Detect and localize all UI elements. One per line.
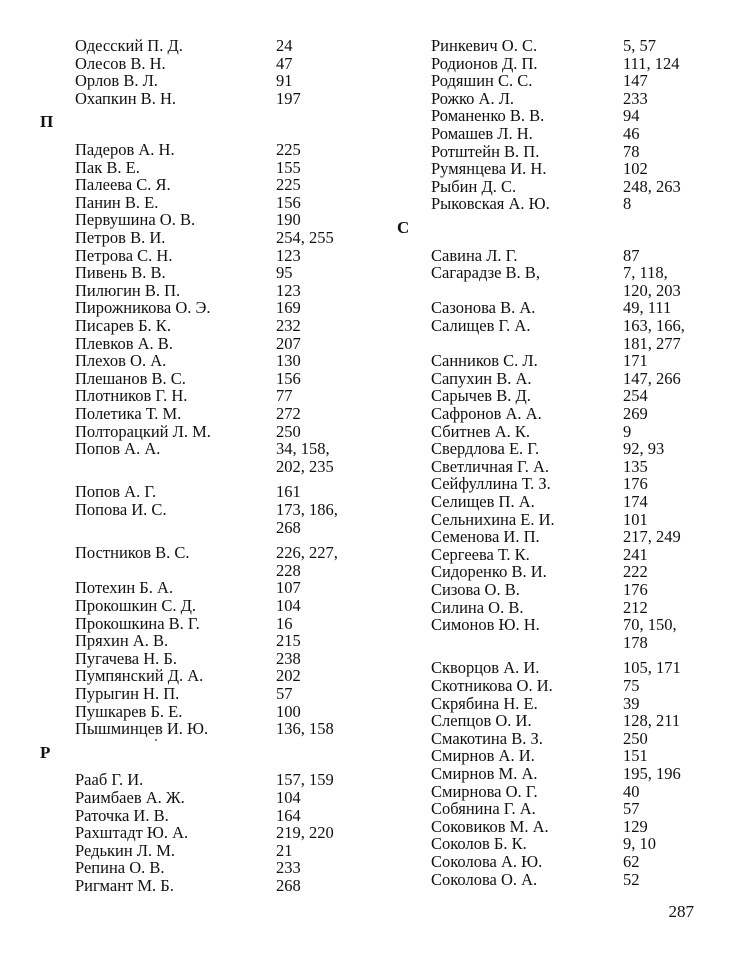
page-refs: 9, 10 bbox=[623, 834, 656, 854]
index-entry bbox=[390, 299, 734, 317]
author-name: Полторацкий Л. М. bbox=[75, 421, 211, 441]
author-name: Сидоренко В. И. bbox=[431, 562, 547, 582]
index-entry bbox=[390, 677, 734, 695]
index-entry bbox=[0, 842, 330, 860]
author-name: Пугачева Н. Б. bbox=[75, 648, 178, 668]
page-refs: 268 bbox=[276, 876, 301, 895]
page-refs: 195, 196 bbox=[623, 764, 681, 783]
page-refs: 62 bbox=[623, 852, 640, 871]
author-name: Селищев П. А. bbox=[431, 492, 535, 511]
author-name: Рыбин Д. С. bbox=[431, 176, 517, 196]
author-name: Сазонова В. А. bbox=[431, 298, 536, 318]
index-entry bbox=[390, 107, 734, 125]
page-refs: 101 bbox=[623, 509, 648, 529]
page-refs: 233 bbox=[623, 88, 648, 108]
author-name: Панин В. Е. bbox=[75, 192, 159, 212]
index-entry bbox=[390, 563, 734, 581]
author-name: Пряхин А. В. bbox=[75, 631, 169, 651]
index-entry bbox=[0, 317, 330, 335]
page-refs: 77 bbox=[276, 386, 293, 406]
author-name: Палеева С. Я. bbox=[75, 175, 171, 195]
page-refs: 178 bbox=[623, 632, 648, 652]
author-name: Попов А. Г. bbox=[75, 482, 157, 502]
page-refs: 24 bbox=[276, 36, 293, 55]
page-refs: 104 bbox=[276, 788, 301, 807]
page-refs: 147, 266 bbox=[623, 368, 681, 388]
author-name: Родионов Д. П. bbox=[431, 53, 538, 73]
page-refs: 91 bbox=[276, 71, 293, 91]
page-refs: 171 bbox=[623, 351, 648, 371]
index-entry bbox=[390, 581, 734, 599]
index-entry bbox=[390, 247, 734, 265]
section-letter: С bbox=[397, 218, 410, 237]
author-name: Силина О. В. bbox=[431, 597, 524, 617]
page-refs: 254, 255 bbox=[276, 228, 334, 247]
page-refs: 46 bbox=[623, 124, 640, 143]
author-name: Орлов В. Л. bbox=[75, 71, 158, 91]
index-entry bbox=[0, 543, 338, 580]
page-refs: 155 bbox=[276, 157, 301, 177]
index-entry bbox=[390, 143, 734, 161]
author-name: Санников С. Л. bbox=[431, 351, 538, 371]
page-refs: 70, 150, bbox=[623, 615, 677, 635]
index-entry bbox=[0, 823, 334, 843]
index-entry bbox=[0, 579, 330, 597]
index-entry bbox=[390, 125, 734, 143]
page-refs: 9 bbox=[623, 421, 632, 441]
page-refs: 151 bbox=[623, 746, 648, 766]
index-entry bbox=[390, 405, 734, 423]
page-refs: 169 bbox=[276, 298, 301, 318]
author-name: Охапкин В. Н. bbox=[75, 88, 176, 108]
index-entry bbox=[390, 659, 734, 677]
page-refs: 217, 249 bbox=[623, 527, 681, 547]
author-name: Соковиков М. А. bbox=[431, 816, 549, 836]
page-refs: 21 bbox=[276, 840, 293, 860]
index-entry bbox=[390, 370, 734, 388]
page-refs: 176 bbox=[623, 474, 648, 494]
author-name: Смирнов А. И. bbox=[431, 746, 535, 766]
author-name: Пурыгин Н. П. bbox=[75, 684, 180, 703]
index-entry bbox=[0, 807, 330, 825]
page-refs: 129 bbox=[623, 816, 648, 836]
index-entry bbox=[390, 37, 734, 55]
index-entry bbox=[0, 141, 330, 159]
index-entry bbox=[0, 352, 330, 370]
page-refs: 111, 124 bbox=[623, 53, 680, 73]
page-refs: 272 bbox=[276, 404, 301, 423]
author-name: Семенова И. П. bbox=[431, 527, 540, 547]
page-refs: 136, 158 bbox=[276, 719, 334, 739]
page-refs: 250 bbox=[623, 728, 648, 748]
author-name: Репина О. В. bbox=[75, 858, 165, 878]
index-entry bbox=[0, 37, 330, 55]
page-refs: 57 bbox=[623, 799, 640, 819]
page-refs: 157, 159 bbox=[276, 770, 334, 790]
index-entry bbox=[0, 423, 330, 441]
index-entry bbox=[0, 211, 330, 229]
author-name: Свердлова Е. Г. bbox=[431, 439, 540, 459]
index-entry bbox=[390, 712, 734, 730]
author-name: Сагарадзе В. В, bbox=[431, 263, 540, 283]
page-refs: 222 bbox=[623, 562, 648, 582]
index-entry bbox=[0, 194, 330, 212]
section-letter: Р bbox=[40, 742, 51, 762]
page-refs: 233 bbox=[276, 858, 301, 878]
index-entry bbox=[390, 546, 734, 564]
index-entry bbox=[390, 493, 734, 511]
page-refs: 128, 211 bbox=[623, 711, 681, 731]
author-name: Сарычев В. Д. bbox=[431, 386, 531, 406]
index-entry bbox=[0, 335, 330, 353]
page-refs: 16 bbox=[276, 613, 293, 633]
page-refs: 34, 158, bbox=[276, 439, 330, 459]
index-entry bbox=[0, 299, 330, 317]
index-entry bbox=[0, 615, 330, 633]
page-refs: 40 bbox=[623, 781, 640, 801]
author-name: Писарев Б. К. bbox=[75, 316, 171, 335]
page-refs: 92, 93 bbox=[623, 439, 665, 459]
author-name: Плевков А. В. bbox=[75, 333, 173, 353]
page-refs: 100 bbox=[276, 701, 301, 721]
page-refs: 250 bbox=[276, 421, 301, 441]
index-entry bbox=[0, 597, 330, 615]
author-name: Сафронов А. А. bbox=[431, 404, 542, 423]
author-name: Сергеева Т. К. bbox=[431, 544, 530, 564]
index-entry bbox=[0, 703, 330, 721]
index-entry bbox=[390, 528, 734, 546]
index-entry bbox=[0, 789, 330, 807]
index-entry bbox=[390, 423, 734, 441]
page-refs: 176 bbox=[623, 580, 648, 599]
author-name: Попова И. С. bbox=[75, 500, 167, 519]
author-name: Романенко В. В. bbox=[431, 106, 545, 126]
index-entry bbox=[0, 72, 330, 90]
author-name: Рожко А. Л. bbox=[431, 88, 515, 108]
index-entry bbox=[0, 282, 330, 300]
author-name: Пышминцев И. Ю. bbox=[75, 719, 209, 739]
author-name: Рахштадт Ю. А. bbox=[75, 823, 189, 843]
index-entry bbox=[0, 667, 330, 685]
index-entry bbox=[0, 405, 330, 423]
page-refs: 95 bbox=[276, 263, 293, 283]
author-name: Петрова С. Н. bbox=[75, 245, 173, 265]
page-refs: 78 bbox=[623, 141, 640, 161]
index-entry bbox=[0, 176, 330, 194]
author-name: Попов А. А. bbox=[75, 439, 161, 459]
index-entry bbox=[390, 90, 734, 108]
author-name: Сизова О. В. bbox=[431, 580, 520, 599]
author-name: Скрябина Н. Е. bbox=[431, 693, 538, 713]
author-name: Раточка И. В. bbox=[75, 805, 169, 825]
author-name: Пумпянский Д. А. bbox=[75, 666, 204, 686]
page-refs: 135 bbox=[623, 456, 648, 476]
author-name: Постников В. С. bbox=[75, 543, 190, 563]
page-refs: 174 bbox=[623, 492, 648, 511]
page-refs: 8 bbox=[623, 194, 632, 214]
page-refs: 173, 186, bbox=[276, 500, 338, 519]
author-name: Раимбаев А. Ж. bbox=[75, 788, 185, 807]
page-refs: 5, 57 bbox=[623, 36, 656, 55]
index-entry bbox=[390, 352, 734, 370]
author-name: Сапухин В. А. bbox=[431, 368, 532, 388]
page-refs: 212 bbox=[623, 597, 648, 617]
author-name: Прокошкин С. Д. bbox=[75, 596, 196, 615]
page-refs: 123 bbox=[276, 280, 301, 300]
author-name: Петров В. И. bbox=[75, 228, 166, 247]
page-refs: 47 bbox=[276, 53, 293, 73]
author-name: Сбитнев А. К. bbox=[431, 421, 531, 441]
page-refs: 87 bbox=[623, 245, 640, 265]
page-number: 287 bbox=[668, 902, 694, 921]
page-refs: 215 bbox=[276, 631, 301, 651]
author-name: Светличная Г. А. bbox=[431, 456, 550, 476]
author-name: Ромашев Л. Н. bbox=[431, 124, 533, 143]
author-name: Падеров А. Н. bbox=[75, 140, 175, 159]
index-entry bbox=[0, 719, 334, 739]
page-refs: 52 bbox=[623, 869, 640, 889]
index-entry bbox=[390, 695, 734, 713]
author-name: Савина Л. Г. bbox=[431, 245, 518, 265]
page-refs: 238 bbox=[276, 648, 301, 668]
index-entry bbox=[390, 316, 734, 353]
page-refs: 202 bbox=[276, 666, 301, 686]
index-entry bbox=[390, 835, 734, 853]
page-refs: 163, 166, bbox=[623, 316, 685, 335]
page-refs: 94 bbox=[623, 106, 640, 126]
index-entry bbox=[390, 178, 734, 196]
author-name: Плешанов В. С. bbox=[75, 368, 186, 388]
author-name: Прокошкина В. Г. bbox=[75, 613, 200, 633]
page-refs: 225 bbox=[276, 140, 301, 159]
author-name: Смирнова О. Г. bbox=[431, 781, 538, 801]
print-speck bbox=[155, 739, 157, 741]
index-entry bbox=[390, 440, 734, 458]
index-entry bbox=[390, 458, 734, 476]
page-refs: 268 bbox=[276, 517, 301, 537]
page-refs: 49, 111 bbox=[623, 298, 672, 318]
page-refs: 39 bbox=[623, 693, 640, 713]
author-name: Симонов Ю. Н. bbox=[431, 615, 540, 635]
author-name: Соколова О. А. bbox=[431, 869, 538, 889]
page-refs: 219, 220 bbox=[276, 823, 334, 843]
author-name: Рааб Г. И. bbox=[75, 770, 144, 790]
index-entry bbox=[390, 475, 734, 493]
index-entry bbox=[0, 650, 330, 668]
page-refs: 107 bbox=[276, 578, 301, 598]
author-name: Родяшин С. С. bbox=[431, 71, 533, 91]
index-entry bbox=[0, 632, 330, 650]
page-refs: 248, 263 bbox=[623, 176, 681, 196]
page-refs: 161 bbox=[276, 482, 301, 502]
page-refs: 147 bbox=[623, 71, 648, 91]
page-refs: 269 bbox=[623, 404, 648, 423]
author-name: Ринкевич О. С. bbox=[431, 36, 538, 55]
index-entry bbox=[390, 871, 734, 889]
author-name: Пак В. Е. bbox=[75, 157, 140, 177]
index-entry bbox=[0, 859, 330, 877]
index-entry bbox=[390, 263, 734, 300]
author-name: Сейфуллина Т. З. bbox=[431, 474, 551, 494]
author-name: Салищев Г. А. bbox=[431, 316, 531, 335]
index-entry bbox=[390, 818, 734, 836]
index-entry bbox=[0, 770, 334, 790]
index-entry bbox=[0, 483, 330, 501]
page-refs: 181, 277 bbox=[623, 333, 681, 353]
page-refs: 7, 118, bbox=[623, 263, 668, 283]
page-refs: 156 bbox=[276, 192, 301, 212]
index-entry bbox=[390, 747, 734, 765]
index-entry bbox=[0, 439, 334, 476]
index-entry bbox=[0, 387, 330, 405]
page-refs: 123 bbox=[276, 245, 301, 265]
author-name: Плехов О. А. bbox=[75, 351, 167, 371]
page-refs: 207 bbox=[276, 333, 301, 353]
page-refs: 228 bbox=[276, 560, 301, 580]
author-name: Рыковская А. Ю. bbox=[431, 194, 550, 214]
page-refs: 104 bbox=[276, 596, 301, 615]
index-entry bbox=[390, 615, 734, 652]
author-name: Пилюгин В. П. bbox=[75, 280, 181, 300]
author-name: Пирожникова О. Э. bbox=[75, 298, 211, 318]
author-name: Первушина О. В. bbox=[75, 210, 196, 230]
page-refs: 241 bbox=[623, 544, 648, 564]
page-refs: 164 bbox=[276, 805, 301, 825]
index-entry bbox=[390, 511, 734, 529]
author-name: Пушкарев Б. Е. bbox=[75, 701, 183, 721]
author-name: Скворцов А. И. bbox=[431, 658, 540, 678]
index-entry bbox=[390, 55, 734, 73]
index-entry bbox=[390, 783, 734, 801]
author-name: Румянцева И. Н. bbox=[431, 159, 547, 179]
index-entry bbox=[0, 55, 330, 73]
index-entry bbox=[390, 853, 734, 871]
index-entry bbox=[390, 387, 734, 405]
author-name: Ротштейн В. П. bbox=[431, 141, 540, 161]
author-name: Ригмант М. Б. bbox=[75, 876, 174, 895]
author-name: Потехин Б. А. bbox=[75, 578, 174, 598]
page-refs: 190 bbox=[276, 210, 301, 230]
index-entry bbox=[390, 730, 734, 748]
page-refs: 120, 203 bbox=[623, 280, 681, 300]
index-entry bbox=[0, 228, 334, 247]
author-name: Редькин Л. М. bbox=[75, 840, 176, 860]
index-entry bbox=[0, 877, 330, 895]
author-name: Скотникова О. И. bbox=[431, 676, 553, 695]
page-refs: 202, 235 bbox=[276, 456, 334, 476]
author-name: Олесов В. Н. bbox=[75, 53, 166, 73]
page-refs: 75 bbox=[623, 676, 640, 695]
author-name: Слепцов О. И. bbox=[431, 711, 532, 731]
author-name: Сельнихина Е. И. bbox=[431, 509, 555, 529]
author-name: Смакотина В. З. bbox=[431, 728, 543, 748]
page-refs: 130 bbox=[276, 351, 301, 371]
author-name: Соколов Б. К. bbox=[431, 834, 527, 854]
page-refs: 225 bbox=[276, 175, 301, 195]
index-entry bbox=[0, 159, 330, 177]
author-name: Полетика Т. М. bbox=[75, 404, 182, 423]
index-entry bbox=[0, 247, 330, 265]
page-refs: 226, 227, bbox=[276, 543, 338, 563]
index-entry bbox=[0, 370, 330, 388]
page-refs: 102 bbox=[623, 159, 648, 179]
index-entry bbox=[390, 800, 734, 818]
section-letter: П bbox=[40, 112, 54, 132]
index-entry bbox=[0, 685, 330, 703]
page-refs: 57 bbox=[276, 684, 293, 703]
page-refs: 156 bbox=[276, 368, 301, 388]
author-name: Одесский П. Д. bbox=[75, 36, 183, 55]
index-entry bbox=[0, 264, 330, 282]
page-refs: 232 bbox=[276, 316, 301, 335]
author-name: Смирнов М. А. bbox=[431, 764, 538, 783]
index-entry bbox=[0, 500, 338, 537]
index-entry bbox=[390, 195, 734, 213]
author-name: Собянина Г. А. bbox=[431, 799, 536, 819]
author-name: Плотников Г. Н. bbox=[75, 386, 188, 406]
index-entry bbox=[390, 72, 734, 90]
author-name: Соколова А. Ю. bbox=[431, 852, 543, 871]
author-name: Пивень В. В. bbox=[75, 263, 166, 283]
index-entry bbox=[390, 765, 734, 783]
page-refs: 254 bbox=[623, 386, 648, 406]
index-entry bbox=[390, 599, 734, 617]
index-entry bbox=[0, 90, 330, 108]
page-refs: 105, 171 bbox=[623, 658, 681, 678]
page-refs: 197 bbox=[276, 88, 301, 108]
index-entry bbox=[390, 160, 734, 178]
